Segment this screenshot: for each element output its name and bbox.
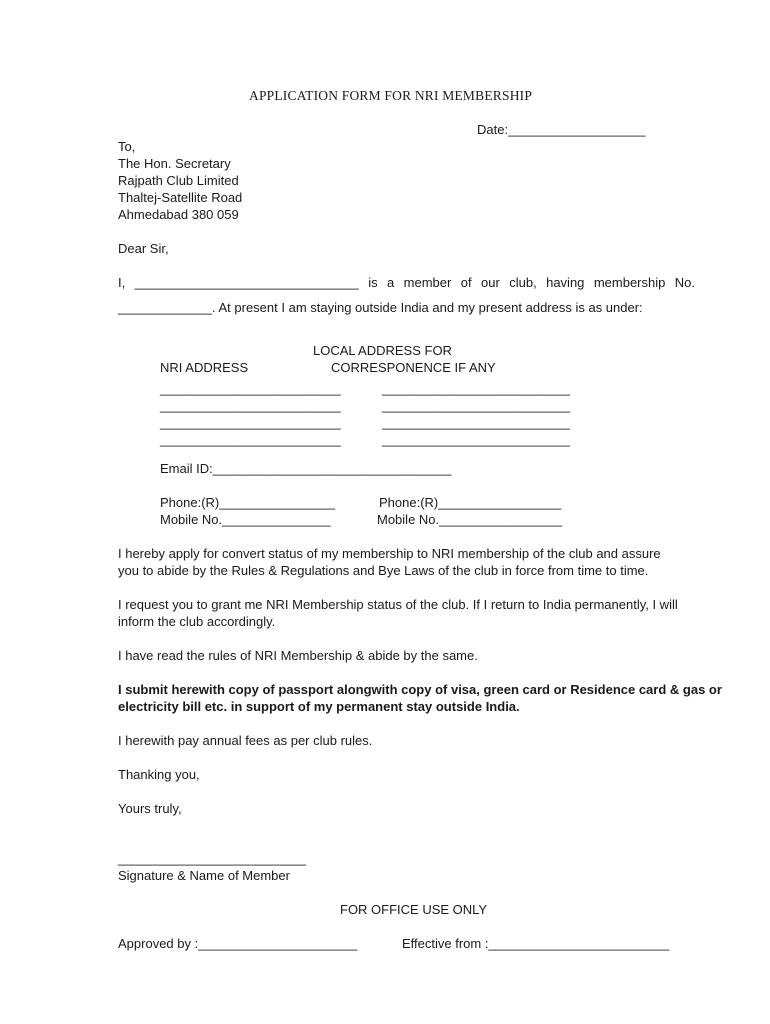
email-field: Email ID:_________________________________ [160,461,452,476]
mobile-nri: Mobile No._______________ [160,512,331,527]
nri-address-blank: _________________________ [160,398,341,413]
correspondence-header: CORRESPONENCE IF ANY [331,360,496,375]
office-use-header: FOR OFFICE USE ONLY [340,902,488,917]
closing-thanks: Thanking you, [118,767,200,782]
signature-label: Signature & Name of Member [118,868,290,883]
local-address-blank: __________________________ [382,415,570,430]
mobile-local: Mobile No._________________ [377,512,563,527]
paragraph-rules: I have read the rules of NRI Membership & abide by the same. [118,648,478,663]
nri-address-blank: _________________________ [160,381,341,396]
to-line: To, [118,139,136,154]
intro-line-2: _____________. At present I am staying outside India and my present address is as under: [118,300,643,315]
date-field: Date:___________________ [477,122,646,137]
paragraph-fees: I herewith pay annual fees as per club rules. [118,733,373,748]
paragraph-documents-2: electricity bill etc. in support of my permanent stay outside India. [118,699,520,714]
intro-line-1: I, _______________________________ is a member of our club, having membership No. [118,275,695,290]
salutation: Dear Sir, [118,241,169,256]
signature-line: __________________________ [118,851,306,866]
phone-local: Phone:(R)_________________ [379,495,562,510]
local-address-blank: __________________________ [382,398,570,413]
nri-address-blank: _________________________ [160,415,341,430]
form-title: APPLICATION FORM FOR NRI MEMBERSHIP [249,88,533,103]
approved-by-field: Approved by :______________________ [118,936,358,951]
local-address-blank: __________________________ [382,432,570,447]
recipient-road: Thaltej-Satellite Road [118,190,243,205]
local-address-header: LOCAL ADDRESS FOR [313,343,452,358]
recipient-city: Ahmedabad 380 059 [118,207,239,222]
paragraph-request-1: I request you to grant me NRI Membership status of the club. If I return to India permanently, I will [118,597,678,612]
closing-yours: Yours truly, [118,801,182,816]
phone-nri: Phone:(R)________________ [160,495,335,510]
nri-address-blank: _________________________ [160,432,341,447]
recipient-title: The Hon. Secretary [118,156,231,171]
effective-from-field: Effective from :_________________________ [402,936,670,951]
paragraph-documents-1: I submit herewith copy of passport alongwith copy of visa, green card or Residence card & gas or [118,682,722,697]
nri-address-header: NRI ADDRESS [160,360,249,375]
local-address-blank: __________________________ [382,381,570,396]
paragraph-request-2: inform the club accordingly. [118,614,276,629]
paragraph-apply-2: you to abide by the Rules & Regulations and Bye Laws of the club in force from time to time. [118,563,649,578]
recipient-club: Rajpath Club Limited [118,173,239,188]
paragraph-apply-1: I hereby apply for convert status of my membership to NRI membership of the club and assure [118,546,661,561]
